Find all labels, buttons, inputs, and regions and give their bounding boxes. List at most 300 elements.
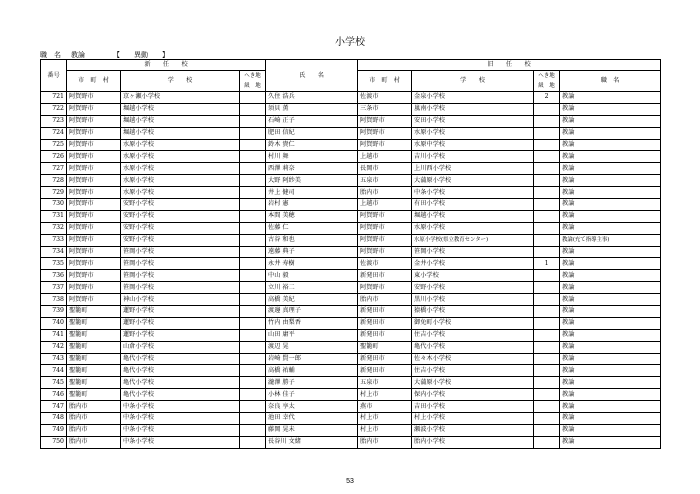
new-city: 阿賀野市 xyxy=(67,234,121,246)
new-school: 水原小学校 xyxy=(121,139,240,151)
teacher-name: 須貝 薫 xyxy=(266,103,358,115)
new-school: 京ヶ瀬小学校 xyxy=(121,92,240,104)
old-city: 阿賀野市 xyxy=(358,210,412,222)
row-number: 750 xyxy=(41,436,67,448)
row-number: 740 xyxy=(41,317,67,329)
new-city: 阿賀野市 xyxy=(67,270,121,282)
row-number: 746 xyxy=(41,389,67,401)
new-remote-grade xyxy=(240,127,266,139)
teacher-name: 佐藤 仁 xyxy=(266,222,358,234)
new-remote-grade xyxy=(240,436,266,448)
old-remote-grade xyxy=(534,103,560,115)
transfer-kind: 異動 xyxy=(134,51,148,59)
new-city: 胎内市 xyxy=(67,401,121,413)
new-city: 阿賀野市 xyxy=(67,282,121,294)
position: 教論 xyxy=(560,317,661,329)
teacher-name: 岩崎 賢一郎 xyxy=(266,353,358,365)
position: 教論 xyxy=(560,294,661,306)
row-number: 737 xyxy=(41,282,67,294)
table-row xyxy=(41,365,661,377)
old-city: 上越市 xyxy=(358,151,412,163)
new-school: 山倉小学校 xyxy=(121,341,240,353)
old-city: 阿賀野市 xyxy=(358,282,412,294)
new-school: 水原小学校 xyxy=(121,163,240,175)
table-row xyxy=(41,175,661,187)
old-city: 聖籠町 xyxy=(358,341,412,353)
new-city: 聖籠町 xyxy=(67,365,121,377)
row-number: 739 xyxy=(41,306,67,318)
new-school: 中条小学校 xyxy=(121,413,240,425)
remote-line-2: 級 地 xyxy=(538,83,555,89)
teacher-name: 肥田 信紀 xyxy=(266,127,358,139)
position: 教論 xyxy=(560,389,661,401)
new-city: 聖籠町 xyxy=(67,329,121,341)
table-row xyxy=(41,413,661,425)
table-row xyxy=(41,341,661,353)
old-remote-grade xyxy=(534,151,560,163)
old-remote-grade xyxy=(534,436,560,448)
old-city: 上越市 xyxy=(358,199,412,211)
old-school: 住吉小学校 xyxy=(412,329,534,341)
header-position: 職 名 xyxy=(560,71,661,92)
table-row xyxy=(41,353,661,365)
old-remote-grade xyxy=(534,222,560,234)
position: 教論 xyxy=(560,127,661,139)
old-city: 新発田市 xyxy=(358,329,412,341)
new-school: 中条小学校 xyxy=(121,436,240,448)
old-city: 三条市 xyxy=(358,103,412,115)
old-school: 吉川小学校 xyxy=(412,151,534,163)
bracket-right: 】 xyxy=(162,51,169,59)
new-city: 阿賀野市 xyxy=(67,115,121,127)
old-school: 胎内小学校 xyxy=(412,436,534,448)
table-row xyxy=(41,424,661,436)
old-remote-grade xyxy=(534,424,560,436)
old-city: 五泉市 xyxy=(358,175,412,187)
old-city: 胎内市 xyxy=(358,294,412,306)
position: 教論 xyxy=(560,103,661,115)
table-row xyxy=(41,389,661,401)
position: 教論 xyxy=(560,282,661,294)
row-number: 741 xyxy=(41,329,67,341)
row-number: 742 xyxy=(41,341,67,353)
new-school: 安野小学校 xyxy=(121,222,240,234)
old-school: 水原小学校 xyxy=(412,127,534,139)
old-remote-grade xyxy=(534,199,560,211)
page-title: 小学校 xyxy=(335,37,365,48)
row-number: 722 xyxy=(41,103,67,115)
new-remote-grade xyxy=(240,389,266,401)
table-row xyxy=(41,246,661,258)
old-city: 阿賀野市 xyxy=(358,246,412,258)
old-city: 長岡市 xyxy=(358,163,412,175)
old-school: 上川西小学校 xyxy=(412,163,534,175)
old-school: 水原小学校(県立教育センター) xyxy=(412,234,534,246)
new-remote-grade xyxy=(240,187,266,199)
teacher-name: 石崎 正子 xyxy=(266,115,358,127)
teacher-name: 渡邊 真理子 xyxy=(266,306,358,318)
old-city: 新発田市 xyxy=(358,306,412,318)
table-row xyxy=(41,115,661,127)
transfer-table xyxy=(40,59,661,449)
table-row xyxy=(41,317,661,329)
teacher-name: 西澤 莉奈 xyxy=(266,163,358,175)
new-remote-grade xyxy=(240,353,266,365)
new-remote-grade xyxy=(240,199,266,211)
table-row xyxy=(41,103,661,115)
teacher-name: 藤岡 晃未 xyxy=(266,424,358,436)
new-school: 笹岡小学校 xyxy=(121,282,240,294)
position: 教論 xyxy=(560,139,661,151)
position: 教論 xyxy=(560,436,661,448)
teacher-name: 立川 裕二 xyxy=(266,282,358,294)
header-old-school-group: 旧 任 校 xyxy=(358,60,661,71)
teacher-name: 高橋 祐輔 xyxy=(266,365,358,377)
old-school: 猿橋小学校 xyxy=(412,306,534,318)
old-school: 水原中学校 xyxy=(412,139,534,151)
new-school: 水原小学校 xyxy=(121,175,240,187)
teacher-name: 永井 寿樹 xyxy=(266,258,358,270)
new-city: 阿賀野市 xyxy=(67,246,121,258)
row-number: 745 xyxy=(41,377,67,389)
old-city: 佐渡市 xyxy=(358,92,412,104)
header-old-city: 市 町 村 xyxy=(358,71,412,92)
header-old-remote xyxy=(534,71,560,92)
new-remote-grade xyxy=(240,115,266,127)
row-number: 743 xyxy=(41,353,67,365)
table-row xyxy=(41,436,661,448)
position: 教論 xyxy=(560,341,661,353)
row-number: 734 xyxy=(41,246,67,258)
teacher-name: 岩村 憲 xyxy=(266,199,358,211)
teacher-name: 瀧澤 勝子 xyxy=(266,377,358,389)
old-school: 安野小学校 xyxy=(412,282,534,294)
old-city: 阿賀野市 xyxy=(358,127,412,139)
row-number: 721 xyxy=(41,92,67,104)
teacher-name: 高橋 美紀 xyxy=(266,294,358,306)
teacher-name: 池田 幸代 xyxy=(266,413,358,425)
position: 教論 xyxy=(560,353,661,365)
new-remote-grade xyxy=(240,341,266,353)
new-city: 胎内市 xyxy=(67,436,121,448)
old-remote-grade xyxy=(534,294,560,306)
new-remote-grade xyxy=(240,151,266,163)
position: 教論 xyxy=(560,210,661,222)
new-school: 蓮野小学校 xyxy=(121,317,240,329)
new-remote-grade xyxy=(240,413,266,425)
bracket-left: 【 xyxy=(113,51,120,59)
header-new-remote xyxy=(240,71,266,92)
teacher-name: 遠藤 典子 xyxy=(266,246,358,258)
table-row xyxy=(41,127,661,139)
old-school: 黒川小学校 xyxy=(412,294,534,306)
new-school: 笹岡小学校 xyxy=(121,270,240,282)
new-school: 笹岡小学校 xyxy=(121,246,240,258)
row-number: 730 xyxy=(41,199,67,211)
old-remote-grade: 1 xyxy=(534,258,560,270)
position: 教論 xyxy=(560,401,661,413)
row-number: 735 xyxy=(41,258,67,270)
row-number: 749 xyxy=(41,424,67,436)
remote-line-1: へき地 xyxy=(244,73,261,79)
old-remote-grade xyxy=(534,163,560,175)
old-remote-grade xyxy=(534,317,560,329)
old-school: 村上小学校 xyxy=(412,413,534,425)
new-remote-grade xyxy=(240,306,266,318)
old-remote-grade xyxy=(534,365,560,377)
new-city: 阿賀野市 xyxy=(67,151,121,163)
table-row xyxy=(41,210,661,222)
row-number: 744 xyxy=(41,365,67,377)
row-number: 731 xyxy=(41,210,67,222)
position: 教論 xyxy=(560,246,661,258)
new-school: 安野小学校 xyxy=(121,210,240,222)
position: 教論 xyxy=(560,258,661,270)
old-city: 佐渡市 xyxy=(358,258,412,270)
old-city: 燕市 xyxy=(358,401,412,413)
old-remote-grade xyxy=(534,187,560,199)
new-school: 亀代小学校 xyxy=(121,353,240,365)
old-remote-grade xyxy=(534,401,560,413)
new-city: 聖籠町 xyxy=(67,377,121,389)
table-row xyxy=(41,199,661,211)
teacher-name: 小林 佳子 xyxy=(266,389,358,401)
table-row xyxy=(41,139,661,151)
position: 教論(充て指導主事) xyxy=(560,234,661,246)
position: 教論 xyxy=(560,115,661,127)
old-city: 村上市 xyxy=(358,413,412,425)
new-remote-grade xyxy=(240,365,266,377)
old-remote-grade xyxy=(534,353,560,365)
old-school: 金泉小学校 xyxy=(412,92,534,104)
table-row xyxy=(41,270,661,282)
teacher-name: 長谷川 文緒 xyxy=(266,436,358,448)
old-school: 嵐南小学校 xyxy=(412,103,534,115)
position: 教論 xyxy=(560,199,661,211)
old-remote-grade xyxy=(534,115,560,127)
old-school: 水原小学校 xyxy=(412,222,534,234)
old-city: 村上市 xyxy=(358,389,412,401)
old-school: 佐々木小学校 xyxy=(412,353,534,365)
row-number: 723 xyxy=(41,115,67,127)
row-number: 733 xyxy=(41,234,67,246)
row-number: 748 xyxy=(41,413,67,425)
position: 教論 xyxy=(560,151,661,163)
new-city: 阿賀野市 xyxy=(67,163,121,175)
teacher-name: 村川 舞 xyxy=(266,151,358,163)
position: 教論 xyxy=(560,163,661,175)
old-school: 御免町小学校 xyxy=(412,317,534,329)
old-remote-grade: 2 xyxy=(534,92,560,104)
old-school: 安田小学校 xyxy=(412,115,534,127)
new-school: 亀代小学校 xyxy=(121,365,240,377)
new-city: 阿賀野市 xyxy=(67,210,121,222)
old-remote-grade xyxy=(534,270,560,282)
position: 教論 xyxy=(560,270,661,282)
old-school: 大蒲原小学校 xyxy=(412,175,534,187)
old-remote-grade xyxy=(534,246,560,258)
row-number: 736 xyxy=(41,270,67,282)
row-number: 725 xyxy=(41,139,67,151)
old-city: 阿賀野市 xyxy=(358,139,412,151)
new-school: 水原小学校 xyxy=(121,151,240,163)
table-row xyxy=(41,222,661,234)
old-remote-grade xyxy=(534,329,560,341)
table-row xyxy=(41,258,661,270)
old-remote-grade xyxy=(534,413,560,425)
new-remote-grade xyxy=(240,424,266,436)
new-city: 胎内市 xyxy=(67,413,121,425)
new-city: 阿賀野市 xyxy=(67,187,121,199)
old-city: 胎内市 xyxy=(358,187,412,199)
old-school: 保内小学校 xyxy=(412,389,534,401)
new-city: 阿賀野市 xyxy=(67,175,121,187)
old-remote-grade xyxy=(534,127,560,139)
table-body xyxy=(41,92,661,449)
old-school: 堀越小学校 xyxy=(412,210,534,222)
new-city: 阿賀野市 xyxy=(67,127,121,139)
new-remote-grade xyxy=(240,270,266,282)
new-city: 聖籠町 xyxy=(67,306,121,318)
new-city: 阿賀野市 xyxy=(67,258,121,270)
table-row xyxy=(41,377,661,389)
position: 教論 xyxy=(560,365,661,377)
teacher-name: 渡辺 晃 xyxy=(266,341,358,353)
old-city: 村上市 xyxy=(358,424,412,436)
old-school: 亀代小学校 xyxy=(412,341,534,353)
new-city: 阿賀野市 xyxy=(67,92,121,104)
table-row xyxy=(41,282,661,294)
row-number: 727 xyxy=(41,163,67,175)
table-row xyxy=(41,234,661,246)
old-city: 新発田市 xyxy=(358,317,412,329)
table-row xyxy=(41,294,661,306)
row-number: 728 xyxy=(41,175,67,187)
new-school: 笹岡小学校 xyxy=(121,258,240,270)
old-remote-grade xyxy=(534,210,560,222)
new-school: 安野小学校 xyxy=(121,234,240,246)
new-school: 堀越小学校 xyxy=(121,127,240,139)
old-city: 阿賀野市 xyxy=(358,115,412,127)
teacher-name: 大野 阿紗美 xyxy=(266,175,358,187)
new-remote-grade xyxy=(240,103,266,115)
new-school: 亀代小学校 xyxy=(121,377,240,389)
new-city: 胎内市 xyxy=(67,424,121,436)
new-school: 安野小学校 xyxy=(121,199,240,211)
old-city: 胎内市 xyxy=(358,436,412,448)
header-old-school: 学 校 xyxy=(412,71,534,92)
position: 教論 xyxy=(560,329,661,341)
position-label: 職 名 xyxy=(40,51,61,59)
old-remote-grade xyxy=(534,282,560,294)
position: 教論 xyxy=(560,92,661,104)
row-number: 738 xyxy=(41,294,67,306)
old-school: 吉田小学校 xyxy=(412,401,534,413)
row-number: 732 xyxy=(41,222,67,234)
old-school: 瀬波小学校 xyxy=(412,424,534,436)
old-school: 大蒲原小学校 xyxy=(412,377,534,389)
new-city: 阿賀野市 xyxy=(67,139,121,151)
position: 教論 xyxy=(560,413,661,425)
table-row xyxy=(41,92,661,104)
teacher-name: 古谷 和也 xyxy=(266,234,358,246)
new-city: 聖籠町 xyxy=(67,341,121,353)
position: 教論 xyxy=(560,175,661,187)
new-remote-grade xyxy=(240,92,266,104)
table-row xyxy=(41,329,661,341)
row-number: 724 xyxy=(41,127,67,139)
new-city: 阿賀野市 xyxy=(67,103,121,115)
new-city: 聖籠町 xyxy=(67,317,121,329)
old-school: 中条小学校 xyxy=(412,187,534,199)
old-remote-grade xyxy=(534,341,560,353)
new-remote-grade xyxy=(240,222,266,234)
old-remote-grade xyxy=(534,139,560,151)
position: 教論 xyxy=(560,222,661,234)
new-city: 聖籠町 xyxy=(67,353,121,365)
header-new-school: 学 校 xyxy=(121,71,240,92)
table-row xyxy=(41,401,661,413)
old-remote-grade xyxy=(534,377,560,389)
new-school: 亀代小学校 xyxy=(121,389,240,401)
new-remote-grade xyxy=(240,294,266,306)
header-name: 氏 名 xyxy=(266,60,358,92)
new-remote-grade xyxy=(240,401,266,413)
position: 教論 xyxy=(560,187,661,199)
new-school: 蓮野小学校 xyxy=(121,306,240,318)
old-remote-grade xyxy=(534,389,560,401)
table-row xyxy=(41,151,661,163)
header-new-school-group: 新 任 校 xyxy=(67,60,266,71)
teacher-name: 中山 毅 xyxy=(266,270,358,282)
new-remote-grade xyxy=(240,282,266,294)
new-city: 阿賀野市 xyxy=(67,294,121,306)
header-row-top xyxy=(41,60,661,71)
old-school: 東小学校 xyxy=(412,270,534,282)
new-remote-grade xyxy=(240,234,266,246)
header-new-city: 市 町 村 xyxy=(67,71,121,92)
new-remote-grade xyxy=(240,210,266,222)
table-row xyxy=(41,163,661,175)
teacher-name: 山田 庸平 xyxy=(266,329,358,341)
new-school: 中条小学校 xyxy=(121,424,240,436)
new-remote-grade xyxy=(240,246,266,258)
header-number: 番号 xyxy=(41,60,67,92)
new-city: 阿賀野市 xyxy=(67,222,121,234)
row-number: 726 xyxy=(41,151,67,163)
position: 教論 xyxy=(560,377,661,389)
new-remote-grade xyxy=(240,163,266,175)
old-city: 阿賀野市 xyxy=(358,234,412,246)
old-city: 新発田市 xyxy=(358,353,412,365)
new-remote-grade xyxy=(240,377,266,389)
row-number: 729 xyxy=(41,187,67,199)
old-city: 新発田市 xyxy=(358,270,412,282)
teacher-name: 井上 健司 xyxy=(266,187,358,199)
new-school: 堀越小学校 xyxy=(121,115,240,127)
teacher-name: 久住 浩兵 xyxy=(266,92,358,104)
new-school: 水原小学校 xyxy=(121,187,240,199)
teacher-name: 鈴木 貴仁 xyxy=(266,139,358,151)
teacher-name: 竹内 由梨香 xyxy=(266,317,358,329)
new-remote-grade xyxy=(240,329,266,341)
table-row xyxy=(41,306,661,318)
new-city: 聖籠町 xyxy=(67,389,121,401)
old-city: 新発田市 xyxy=(358,365,412,377)
teacher-name: 本間 美穂 xyxy=(266,210,358,222)
position: 教論 xyxy=(560,424,661,436)
position: 教論 xyxy=(560,306,661,318)
